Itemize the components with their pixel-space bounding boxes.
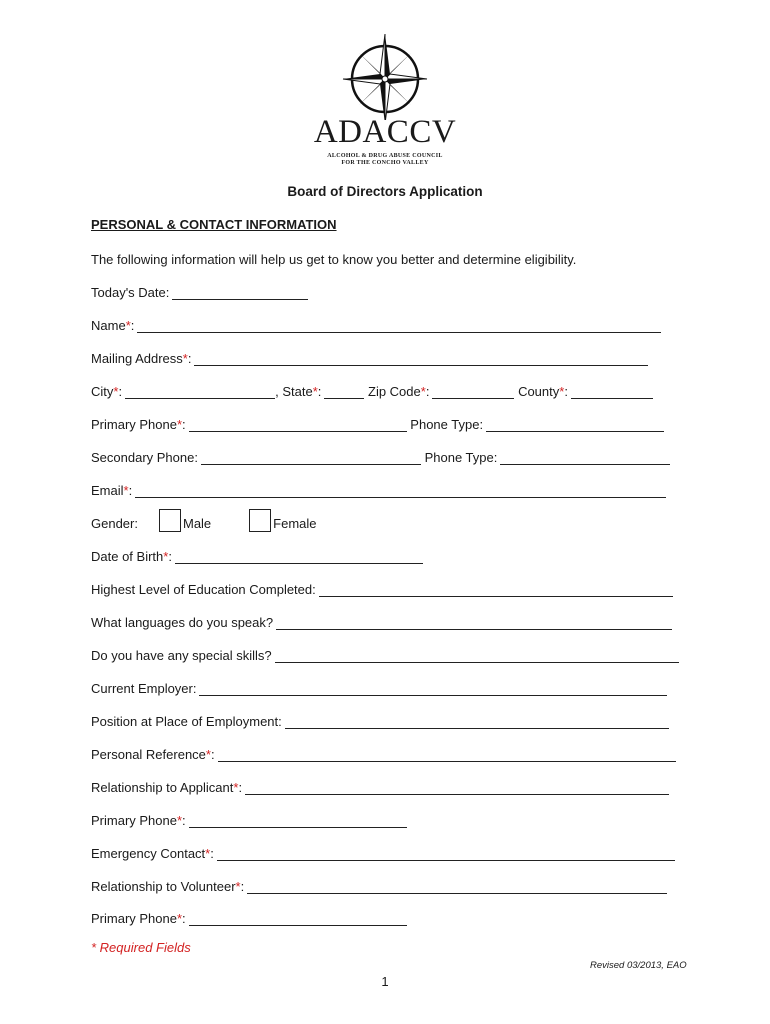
position-field[interactable]: [285, 716, 669, 729]
gender-label: Gender:: [91, 516, 138, 531]
colon: :: [182, 813, 186, 828]
skills-row: [91, 645, 679, 663]
emergency-contact-label: Emergency Contact: [91, 846, 206, 861]
comma: ,: [275, 384, 279, 399]
city-label: City: [91, 384, 114, 399]
mailing-address-label: Mailing Address: [91, 351, 183, 366]
name-label: Name: [91, 318, 126, 333]
required-asterisk: *: [233, 780, 239, 795]
emergency-phone-field[interactable]: [189, 913, 407, 926]
phone-type-field[interactable]: [486, 419, 664, 432]
relationship-volunteer-row: [91, 876, 667, 894]
required-asterisk: *: [235, 879, 241, 894]
colon: :: [182, 911, 186, 926]
colon: :: [118, 384, 123, 399]
employer-field[interactable]: [199, 683, 667, 696]
secondary-phone-field[interactable]: [201, 452, 421, 465]
education-label: Highest Level of Education Completed:: [91, 582, 316, 597]
state-label: State: [282, 384, 313, 399]
required-asterisk: *: [182, 351, 188, 366]
todays-date-label: Today's Date:: [91, 285, 170, 300]
required-asterisk: *: [420, 384, 426, 399]
required-asterisk: *: [176, 813, 183, 828]
skills-field[interactable]: [275, 650, 679, 663]
required-asterisk: *: [176, 911, 183, 926]
email-label: Email: [91, 483, 124, 498]
county-label: County: [518, 384, 560, 399]
todays-date-row: [91, 282, 308, 300]
dob-field[interactable]: [175, 551, 423, 564]
phone-type-label: Phone Type:: [424, 450, 498, 465]
required-asterisk: *: [205, 747, 211, 762]
section-heading: PERSONAL & CONTACT INFORMATION: [91, 217, 337, 232]
primary-phone-label: Primary Phone: [91, 813, 177, 828]
reference-field[interactable]: [218, 749, 676, 762]
document-title: Board of Directors Application: [287, 184, 483, 199]
city-state-row: [91, 381, 653, 399]
required-asterisk: *: [125, 318, 131, 333]
required-asterisk: *: [559, 384, 565, 399]
position-row: [91, 711, 669, 729]
required-asterisk: *: [205, 846, 211, 861]
dob-label: Date of Birth: [91, 549, 164, 564]
page-number: 1: [381, 974, 389, 989]
reference-phone-row: [91, 810, 407, 828]
colon: :: [425, 384, 430, 399]
name-row: [91, 315, 661, 333]
gender-row: [91, 513, 317, 531]
reference-phone-field[interactable]: [189, 815, 407, 828]
logo-subtitle-2: FOR THE CONCHO VALLEY: [341, 160, 429, 166]
todays-date-field[interactable]: [172, 287, 308, 300]
required-asterisk: *: [163, 549, 169, 564]
colon: :: [210, 747, 215, 762]
colon: :: [187, 351, 192, 366]
colon: :: [564, 384, 568, 399]
primary-phone-field[interactable]: [189, 419, 407, 432]
adaccv-logo: [310, 32, 460, 167]
languages-field[interactable]: [276, 617, 672, 630]
relationship-volunteer-field[interactable]: [247, 881, 667, 894]
employer-row: [91, 678, 667, 696]
colon: :: [130, 318, 135, 333]
secondary-phone-row: [91, 447, 670, 465]
education-row: [91, 579, 673, 597]
position-label: Position at Place of Employment:: [91, 714, 282, 729]
required-asterisk: *: [176, 417, 183, 432]
languages-label: What languages do you speak?: [91, 615, 274, 630]
compass-star-icon: [335, 32, 435, 120]
phone-type-label: Phone Type:: [410, 417, 484, 432]
colon: :: [210, 846, 214, 861]
primary-phone-row: [91, 414, 664, 432]
dob-row: [91, 546, 423, 564]
female-label: Female: [273, 516, 317, 531]
zip-label: Zip Code: [368, 384, 421, 399]
mailing-address-field[interactable]: [194, 353, 648, 366]
colon: :: [128, 483, 133, 498]
email-row: [91, 480, 666, 498]
intro-text: [91, 249, 576, 267]
email-field[interactable]: [135, 485, 666, 498]
colon: :: [240, 879, 245, 894]
education-field[interactable]: [319, 584, 673, 597]
logo-wordmark: ADACCV: [313, 114, 457, 150]
relationship-applicant-label: Relationship to Applicant: [91, 780, 234, 795]
emergency-phone-row: [91, 908, 407, 926]
colon: :: [182, 417, 186, 432]
relationship-applicant-field[interactable]: [245, 782, 669, 795]
state-field[interactable]: [324, 386, 364, 399]
logo-subtitle-1: ALCOHOL & DRUG ABUSE COUNCIL: [327, 153, 443, 159]
primary-phone-label: Primary Phone: [91, 911, 177, 926]
reference-label: Personal Reference: [91, 747, 206, 762]
required-asterisk: *: [312, 384, 318, 399]
name-field[interactable]: [137, 320, 661, 333]
colon: :: [168, 549, 172, 564]
male-checkbox[interactable]: [159, 509, 181, 532]
intro-label: The following information will help us get to know you better and determine eligibility.: [91, 252, 577, 267]
employer-label: Current Employer:: [91, 681, 197, 696]
mailing-address-row: [91, 348, 648, 366]
required-asterisk: *: [113, 384, 119, 399]
languages-row: [91, 612, 672, 630]
colon: :: [317, 384, 322, 399]
primary-phone-label: Primary Phone: [91, 417, 177, 432]
male-label: Male: [182, 516, 212, 531]
female-checkbox[interactable]: [249, 509, 271, 532]
skills-label: Do you have any special skills?: [91, 648, 272, 663]
phone-type-field-2[interactable]: [500, 452, 670, 465]
revision-note: Revised 03/2013, EAO: [590, 960, 687, 971]
colon: :: [238, 780, 243, 795]
zip-field[interactable]: [432, 386, 514, 399]
reference-row: [91, 744, 676, 762]
emergency-contact-row: [91, 843, 675, 861]
relationship-applicant-row: [91, 777, 669, 795]
county-field[interactable]: [571, 386, 653, 399]
required-asterisk: *: [123, 483, 129, 498]
emergency-contact-field[interactable]: [217, 848, 675, 861]
secondary-phone-label: Secondary Phone:: [91, 450, 198, 465]
relationship-volunteer-label: Relationship to Volunteer: [91, 879, 236, 894]
required-fields-note: * Required Fields: [91, 940, 191, 955]
city-field[interactable]: [125, 386, 275, 399]
